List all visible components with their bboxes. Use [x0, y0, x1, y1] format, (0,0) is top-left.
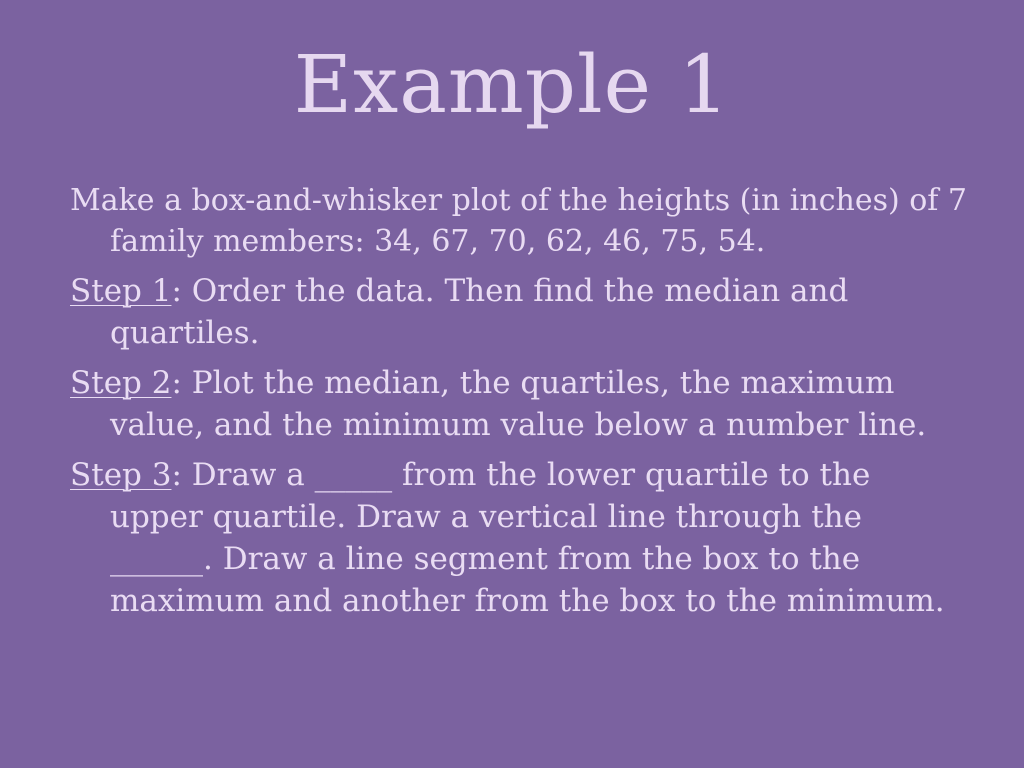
step-1-text: : Order the data. Then find the median and quartiles.	[110, 273, 849, 351]
step-3	[70, 454, 970, 622]
intro-text: Make a box-and-whisker plot of the heights (in inches) of 7 family members: 34, 67, 70, 62, 46, 75, 54.	[70, 183, 968, 259]
step-3-label: Step 3	[70, 457, 172, 493]
step-1	[70, 270, 970, 354]
slide-title: Example 1	[293, 38, 731, 131]
step-2	[70, 362, 970, 446]
step-2-text: : Plot the median, the quartiles, the maximum value, and the minimum value below a number line.	[110, 365, 927, 443]
step-2-label: Step 2	[70, 365, 172, 401]
step-3-text: : Draw a _____ from the lower quartile to the upper quartile. Draw a vertical line through the ______. Draw a line segment from the box to the maximum and another from the box to the minimum.	[110, 457, 945, 619]
step-1-label: Step 1	[70, 273, 172, 309]
slide-content	[70, 180, 970, 630]
